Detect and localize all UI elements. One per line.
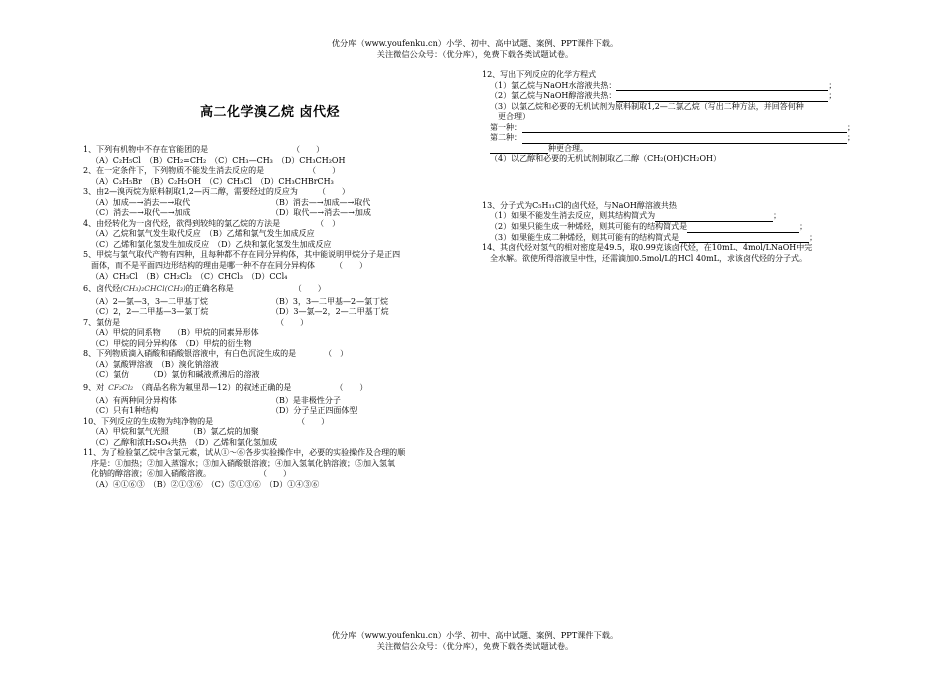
option-b: （B）消去—→加成—→取代: [271, 197, 371, 207]
question-11-line-2: 序是：①加热；②加入蒸馏水；③加入硝酸银溶液；④加入氢氧化钠溶液；⑤加入氢氧: [91, 458, 395, 468]
question-13: 13、分子式为C₅H₁₁Cl的卤代烃，与NaOH醇溶液共热: [482, 200, 677, 210]
semicolon: ；: [847, 122, 855, 132]
semicolon: ；: [809, 232, 818, 242]
more-reasonable: [482, 144, 872, 155]
option-b: （B）是非极性分子: [271, 395, 341, 405]
question-13-part-3: [482, 233, 872, 244]
method-two-label: 第二种：: [490, 133, 522, 143]
semicolon: ；: [828, 80, 837, 90]
question-11-line-3: 化钠的醇溶液；⑥加入硝酸溶液。 （ ）: [91, 469, 291, 479]
question-12-part-3-line-1: （3）以氯乙烷和必要的无机试剂为原料制取1,2—二氯乙烷（写出二种方法，并回答何种: [490, 101, 804, 111]
question-6-options-cd: [83, 307, 473, 318]
right-column: [482, 70, 872, 264]
part-2-text: （2）氯乙烷与NaOH醇溶液共热：: [490, 91, 617, 101]
footer-line-1: 优分库（www.youfenku.cn）小学、初中、高中试题、案例、PPT课件下载。: [331, 630, 619, 640]
structural-formula-image: CF₂Cl₂: [108, 383, 134, 393]
question-4-options-ab: （A）乙烷和氯气发生取代反应 （B）乙烯和氯气发生加成反应: [91, 229, 315, 239]
question-10: 10、下列反应的生成物为纯净物的是 （ ）: [83, 416, 330, 426]
question-10-options-cd: （C）乙醇和浓H₂SO₄共热 （D）乙烯和氯化氢加成: [91, 437, 277, 447]
option-a: （A）有两种同分异构体: [91, 395, 177, 405]
question-3: 3、由2—溴丙烷为原料制取1,2—丙二醇，需要经过的反应为 （ ）: [83, 187, 350, 197]
question-6-options-ab: [83, 297, 473, 308]
more-reasonable-text: 种更合理。: [548, 143, 588, 153]
part-3-text: （3）如果能生成二种烯烃，则其可能有的结构简式是: [490, 232, 680, 242]
option-c: （C）只有1种结构: [91, 406, 159, 416]
question-1: 1、下列有机物中不存在官能团的是 （ ）: [83, 145, 325, 154]
question-5-line-1: 5、甲烷与氯气取代产物有四种，且每种都不存在同分异构体，其中能说明甲烷分子是正四: [83, 250, 401, 260]
page-title: 高二化学溴乙烷 卤代烃: [200, 105, 341, 120]
question-5-options: （A）CH₃Cl （B）CH₂Cl₂ （C）CHCl₃ （D）CCl₄: [91, 271, 288, 281]
question-14-line-1: 14、其卤代烃对氢气的相对密度是49.5，取0.99克该卤代烃，在10mL、4mol/LNaOH中完: [482, 243, 813, 253]
question-4-options-cd: （C）乙烯和氯化氢发生加成反应 （D）乙炔和氯化氢发生加成反应: [91, 239, 332, 249]
question-10-options-ab: （A）甲烷和氯气光照 （B）氯乙烷的加聚: [91, 427, 259, 437]
question-4: 4、由烃转化为一卤代烃，欲得到较纯的氯乙烷的方法是 （ ）: [83, 218, 341, 228]
answer-blank[interactable]: [687, 223, 799, 233]
question-2: 2、在一定条件下，下列物质不能发生消去反应的是 （ ）: [83, 166, 341, 176]
answer-blank[interactable]: [522, 123, 847, 133]
question-9-options-cd: [83, 406, 473, 417]
option-c: （C）2，2—二甲基—3—氯丁烷: [91, 307, 209, 317]
question-1-options: （A）C₂H₅Cl （B）CH₂=CH₂ （C）CH₃—CH₃ （D）CH₃CH₂OH: [91, 155, 346, 165]
answer-blank[interactable]: [679, 233, 809, 243]
method-two: [482, 133, 872, 144]
question-8-options-ab: （A）氯酸钾溶液 （B）溴化钠溶液: [91, 359, 219, 369]
part-1-text: （1）如果不能发生消去反应，则其结构简式为: [490, 211, 656, 221]
option-b: （B）3，3—二甲基—2—氯丁烷: [271, 296, 389, 306]
question-9: [83, 383, 473, 394]
question-6-suffix: 的正确名称是 （ ）: [185, 284, 326, 294]
question-7-options-cd: （C）甲烷的同分异构体 （D）甲烷的衍生物: [91, 338, 252, 348]
question-11-line-1: 11、为了检验氯乙烷中含氯元素，试从①～⑥各步实验操作中，必要的实验操作及合理的顺: [83, 448, 406, 458]
page-footer: [0, 630, 950, 652]
question-14-line-2: 全水解。欲使所得溶液呈中性，还需滴加0.5mol/L的HCl 40mL，求该卤代烃的分子式。: [490, 253, 807, 263]
question-12-part-1: [482, 81, 872, 92]
question-8-options-cd: （C）氯仿 （D）氯仿和碱液煮沸后的溶液: [91, 370, 260, 380]
question-13-part-1: [482, 211, 872, 222]
method-one: [482, 123, 872, 134]
semicolon: ；: [847, 133, 855, 143]
answer-blank[interactable]: [616, 92, 828, 102]
semicolon: ；: [828, 91, 837, 101]
footer-line-2: 关注微信公众号：（优分库），免费下载各类试题试卷。: [376, 641, 574, 651]
question-3-options-cd: [83, 208, 473, 219]
option-d: （D）分子呈正四面体型: [271, 406, 358, 416]
question-12: 12、写出下列反应的化学方程式: [482, 70, 597, 79]
question-12-part-2: [482, 91, 872, 102]
answer-blank[interactable]: [655, 212, 773, 222]
header-line-2: 关注微信公众号：（优分库），免费下载各类试题试卷。: [376, 49, 574, 59]
option-a: （A）2—氯—3，3—二甲基丁烷: [91, 296, 209, 306]
question-9-options-ab: [83, 396, 473, 407]
option-c: （C）消去—→取代—→加成: [91, 208, 191, 218]
question-7: 7、氯仿是 （ ）: [83, 317, 309, 327]
part-2-text: （2）如果只能生成一种烯烃，则其可能有的结构简式是: [490, 222, 688, 232]
structural-formula-image: (CH₃)₂CHCl(CH₃): [120, 284, 186, 294]
question-3-options-ab: [83, 198, 473, 209]
question-13-part-2: [482, 222, 872, 233]
question-9-suffix: （商品名称为氟里昂—12）的叙述正确的是 （ ）: [137, 383, 368, 393]
part-1-text: （1）氯乙烷与NaOH水溶液共热：: [490, 80, 617, 90]
header-line-1: 优分库（www.youfenku.cn）小学、初中、高中试题、案例、PPT课件下载。: [331, 38, 619, 48]
semicolon: ；: [773, 211, 782, 221]
page-header: [0, 38, 950, 60]
option-d: （D）取代—→消去—→加成: [271, 208, 371, 218]
answer-blank[interactable]: [616, 81, 828, 91]
left-column: [83, 145, 473, 491]
question-6: [83, 284, 473, 295]
question-2-options: （A）C₂H₅Br （B）C₂H₅OH （C）CH₃Cl （D）CH₃CHBrCH₃: [91, 176, 334, 186]
method-one-label: 第一种：: [490, 122, 522, 132]
semicolon: ；: [799, 222, 808, 232]
option-d: （D）3—氯—2，2—二甲基丁烷: [271, 307, 389, 317]
question-9-prefix: 9、对: [83, 383, 105, 393]
question-5-line-2: 面体，而不是平面四边形结构的理由是哪一种不存在同分异构体 （ ）: [91, 261, 367, 271]
answer-blank[interactable]: [490, 144, 548, 154]
question-12-part-3-line-2: 更合理）: [498, 112, 530, 122]
question-11-options: （A）④①⑥③ （B）②①③⑥ （C）⑤①③⑥ （D）①④③⑥: [91, 479, 320, 489]
question-6-prefix: 6、卤代烃: [83, 284, 121, 294]
option-a: （A）加成—→消去—→取代: [91, 197, 191, 207]
question-12-part-4: （4）以乙醇和必要的无机试剂制取乙二醇（CH₂(OH)CH₂OH）: [490, 154, 722, 164]
question-7-options-ab: （A）甲烷的同系物 （B）甲烷的同素异形体: [91, 328, 259, 338]
question-8: 8、下列物质滴入硝酸和硝酸银溶液中，有白色沉淀生成的是 （ ）: [83, 349, 349, 359]
answer-blank[interactable]: [522, 134, 847, 144]
